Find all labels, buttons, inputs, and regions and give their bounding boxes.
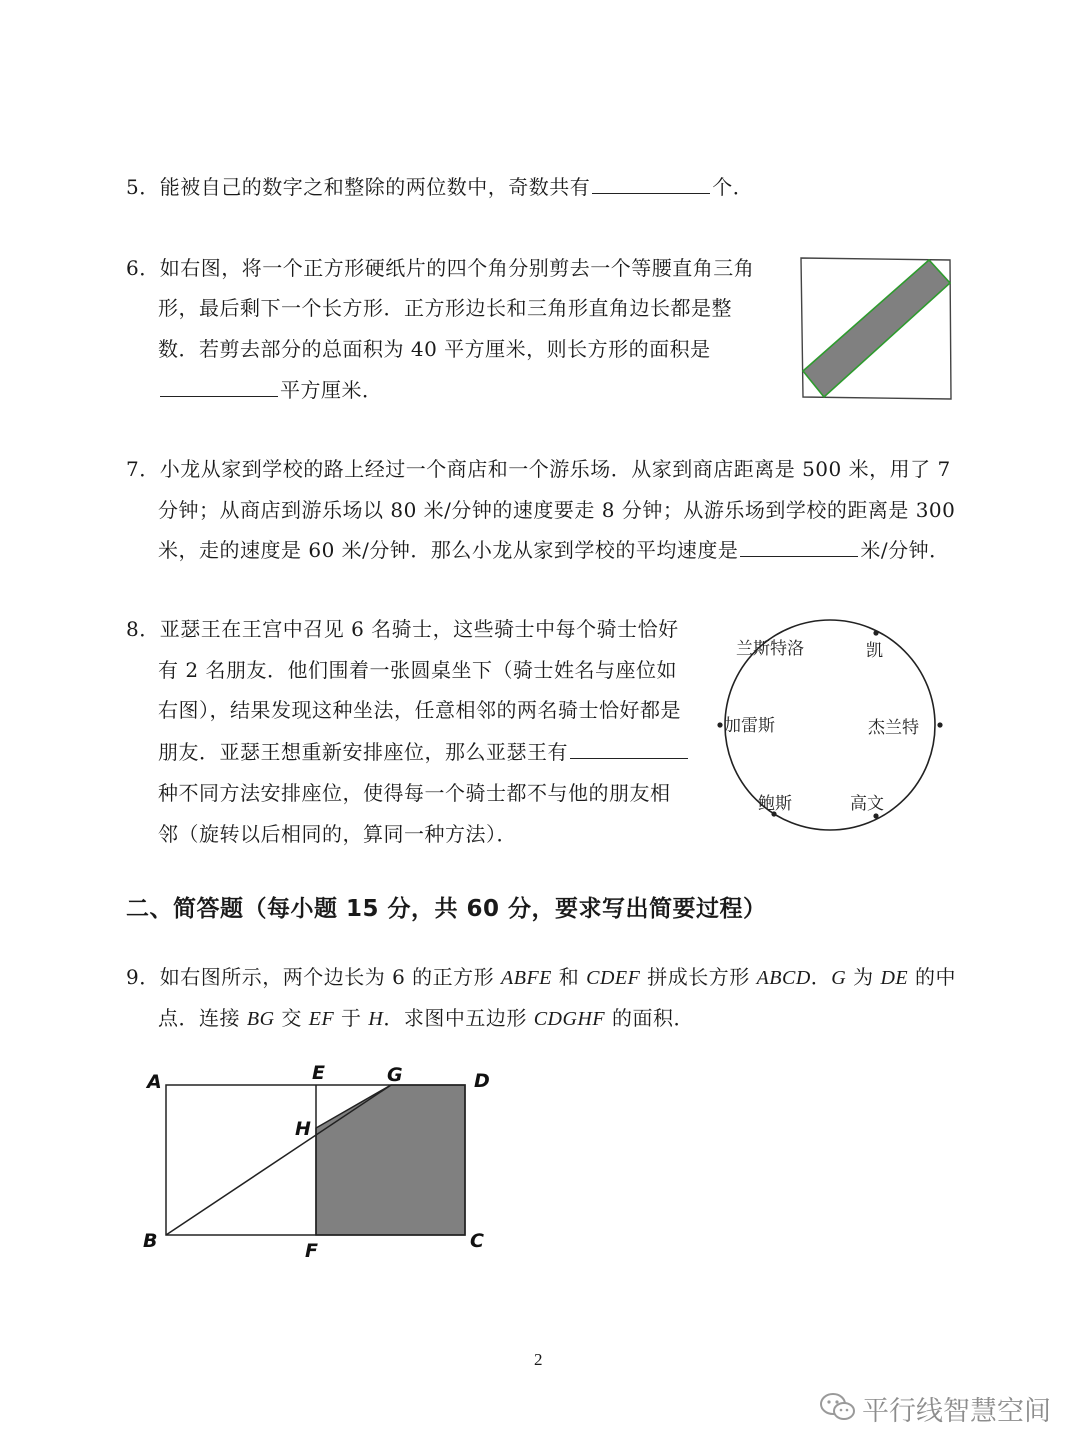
q8-line-3: 右图），结果发现这种坐法，任意相邻的两名骑士恰好都是 bbox=[158, 698, 681, 722]
label-h: H bbox=[295, 1118, 311, 1140]
q9-text-2: 和 bbox=[551, 965, 587, 989]
page-number: 2 bbox=[534, 1350, 543, 1369]
knight-geraint: 杰兰特 bbox=[868, 718, 919, 738]
q9-rectangle-figure bbox=[135, 1055, 505, 1270]
label-e: E bbox=[312, 1062, 325, 1084]
label-d: D bbox=[474, 1070, 490, 1092]
q8-line-2: 有 2 名朋友．他们围着一张圆桌坐下（骑士姓名与座位如 bbox=[158, 658, 677, 682]
q9-var-h: H bbox=[368, 1008, 384, 1030]
question-5 bbox=[126, 173, 753, 201]
q6-line-1: 6．如右图，将一个正方形硬纸片的四个角分别剪去一个等腰直角三角 bbox=[126, 256, 755, 280]
label-g: G bbox=[387, 1064, 403, 1086]
knight-bors: 鲍斯 bbox=[758, 794, 792, 814]
q8-line-4-text: 朋友．亚瑟王想重新安排座位，那么亚瑟王有 bbox=[158, 740, 568, 764]
q7-answer-blank[interactable] bbox=[740, 536, 858, 557]
seat-dot-gareth bbox=[717, 722, 722, 727]
knight-gawain: 高文 bbox=[850, 794, 884, 814]
q9-var-bg: BG bbox=[246, 1008, 275, 1030]
knight-gareth: 加雷斯 bbox=[724, 716, 775, 736]
q9-text-11: 的面积． bbox=[605, 1006, 694, 1030]
q7-tail: 米/分钟． bbox=[860, 538, 950, 562]
q5-answer-blank[interactable] bbox=[592, 173, 710, 194]
q6-remaining-rectangle bbox=[803, 260, 950, 397]
label-a: A bbox=[147, 1071, 162, 1093]
q8-line-4 bbox=[158, 738, 690, 766]
pentagon-cdghf bbox=[316, 1085, 465, 1235]
q9-text-7: 点．连接 bbox=[158, 1006, 247, 1030]
q9-text-10: ．求图中五边形 bbox=[383, 1006, 534, 1030]
q6-line-4 bbox=[158, 376, 383, 404]
q9-var-abcd: ABCD bbox=[756, 967, 811, 989]
q6-line-3: 数．若剪去部分的总面积为 40 平方厘米，则长方形的面积是 bbox=[158, 337, 711, 361]
q9-text-1: 9．如右图所示，两个边长为 6 的正方形 bbox=[126, 965, 502, 989]
q6-tail: 平方厘米． bbox=[280, 378, 383, 402]
wechat-icon bbox=[818, 1391, 858, 1423]
q9-text-9: 于 bbox=[334, 1006, 369, 1030]
watermark-text: 平行线智慧空间 bbox=[862, 1396, 1051, 1427]
q8-line-6: 邻（旋转以后相同的，算同一种方法）． bbox=[158, 822, 517, 846]
q9-var-abfe: ABFE bbox=[501, 967, 552, 989]
knight-kay: 凯 bbox=[866, 641, 883, 661]
label-b: B bbox=[143, 1230, 158, 1252]
q9-var-cdef: CDEF bbox=[586, 967, 641, 989]
round-table-figure bbox=[712, 612, 948, 838]
seat-dot-gawain bbox=[873, 813, 878, 818]
q8-answer-blank[interactable] bbox=[570, 738, 688, 759]
q9-line-1 bbox=[126, 963, 956, 992]
seat-dot-geraint bbox=[937, 722, 942, 727]
seat-dot-kay bbox=[873, 630, 878, 635]
q9-var-g: G bbox=[831, 967, 847, 989]
q9-var-de: DE bbox=[880, 967, 909, 989]
q7-line-3 bbox=[158, 536, 950, 564]
q9-text-3: 拼成长方形 bbox=[640, 965, 757, 989]
label-c: C bbox=[470, 1230, 484, 1252]
q6-square-figure bbox=[798, 254, 956, 402]
q6-line-2: 形，最后剩下一个长方形．正方形边长和三角形直角边长都是整 bbox=[158, 296, 732, 320]
q7-line-2: 分钟；从商店到游乐场以 80 米/分钟的速度要走 8 分钟；从游乐场到学校的距离是 300 bbox=[158, 498, 956, 522]
label-f: F bbox=[305, 1240, 318, 1262]
q8-line-5: 种不同方法安排座位，使得每一个骑士都不与他的朋友相 bbox=[158, 781, 671, 805]
q9-text-6: 的中 bbox=[908, 965, 956, 989]
q5-tail: 个． bbox=[712, 175, 754, 199]
q5-text: 5．能被自己的数字之和整除的两位数中，奇数共有 bbox=[126, 175, 591, 199]
q6-answer-blank[interactable] bbox=[160, 376, 278, 397]
section-2-title: 二、简答题（每小题 15 分，共 60 分，要求写出简要过程） bbox=[126, 896, 767, 922]
q9-text-4: ． bbox=[810, 965, 832, 989]
q9-var-ef: EF bbox=[308, 1008, 335, 1030]
knight-lancelot: 兰斯特洛 bbox=[736, 639, 804, 659]
q9-var-cdghf: CDGHF bbox=[533, 1008, 606, 1030]
q8-line-1: 8．亚瑟王在王宫中召见 6 名骑士，这些骑士中每个骑士恰好 bbox=[126, 617, 679, 641]
q9-text-8: 交 bbox=[274, 1006, 309, 1030]
q9-line-2 bbox=[158, 1004, 694, 1033]
q7-line-3-text: 米，走的速度是 60 米/分钟．那么小龙从家到学校的平均速度是 bbox=[158, 538, 739, 562]
q9-text-5: 为 bbox=[846, 965, 881, 989]
q7-line-1: 7．小龙从家到学校的路上经过一个商店和一个游乐场．从家到商店距离是 500 米，用了 7 bbox=[126, 457, 951, 481]
